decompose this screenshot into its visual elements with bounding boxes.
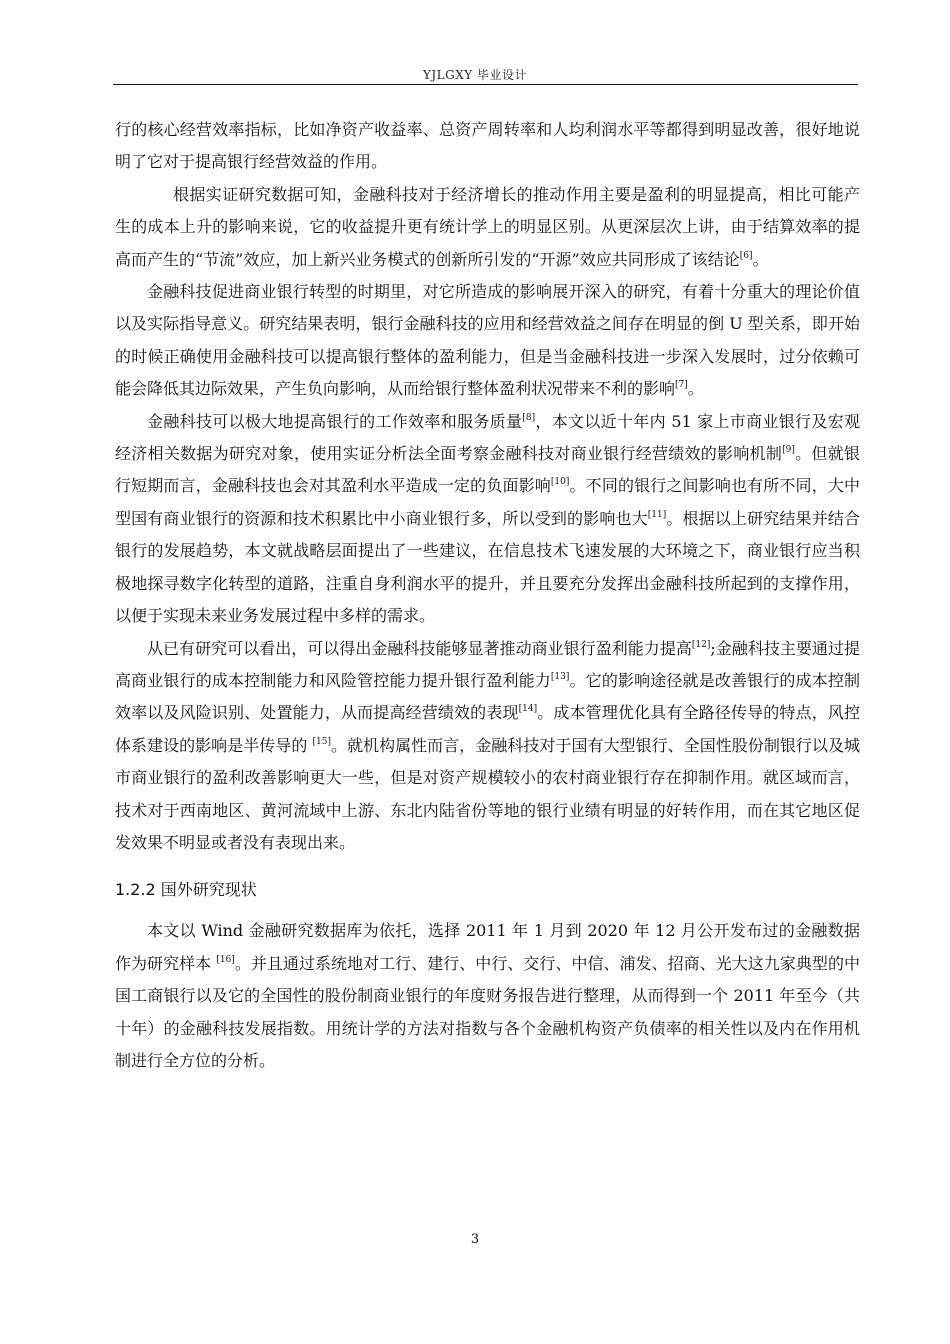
paragraph (115, 179, 860, 276)
paragraph-text: 。成本管理优化具有全路径传导的特点，风控体系建设的影响是半传导的 (115, 703, 860, 755)
paragraph (115, 633, 860, 860)
paragraph-text: 金融科技可以极大地提高银行的工作效率和服务质量 (147, 411, 523, 431)
paragraph-text: 。但就银行短期而言，金融科技也会对其盈利水平造成一定的负面影响 (115, 444, 860, 496)
paragraph (115, 915, 860, 1077)
paragraph-text: ，本文以近十年内 51 家上市商业银行及宏观经济相关数据为研究对象，使用实证分析法全面考察金融科技对商业银行经营绩效的影响机制 (115, 411, 860, 464)
paragraph-text: 行的核心经营效率指标，比如净资产收益率、总资产周转率和人均利润水平等都得到明显改善，很好地说明了它对于提高银行经营效益的作用。 (115, 120, 860, 172)
section-paragraphs (115, 915, 860, 1077)
citation-marker: [10] (550, 477, 570, 488)
paragraph-text: 根据实证研究数据可知，金融科技对于经济增长的推动作用主要是盈利的明显提高，相比可能产生的成本上升的影响来说，它的收益提升更有统计学上的明显区别。从更深层次上讲，由于结算效率的提高而产生的“节流”效应，加上新兴业务模式的创新所引发的“开源”效应共同形成了该结论 (115, 184, 860, 269)
paragraph-text: 。根据以上研究结果并结合银行的发展趋势，本文就战略层面提出了一些建议，在信息技术飞速发展的大环境之下，商业银行应当积极地探寻数字化转型的道路，注重自身利润水平的提升，并且要充分发挥出金融科技所起到的支撑作用，以便于实现未来业务发展过程中多样的需求。 (115, 508, 860, 626)
citation-marker: [9] (782, 445, 795, 456)
citation-marker: [8] (522, 412, 536, 423)
paragraph-text: 。 (752, 249, 769, 269)
header-divider (113, 84, 858, 85)
body-paragraphs (115, 114, 860, 859)
citation-marker: [6] (739, 250, 753, 261)
page-number: 3 (470, 1232, 480, 1247)
citation-marker: [15] (312, 736, 331, 747)
paragraph-text: 。 (687, 379, 704, 399)
page-header-title: YJLGXY 毕业设计 (422, 68, 528, 82)
citation-marker: [13] (550, 671, 570, 682)
page-body (115, 114, 860, 1077)
paragraph-text: 。并且通过系统地对工行、建行、中行、交行、中信、浦发、招商、光大这九家典型的中国工商银行以及它的全国性的股份制商业银行的年度财务报告进行整理，从而得到一个 2011 年至今（共十年）的金融科技发展指数。用统计学的方法对指数与各个金融机构资产负债率的相关性以及内在作用机制进行全方位的分析。 (115, 953, 860, 1070)
paragraph-text: 。就机构属性而言，金融科技对于国有大型银行、全国性股份制银行以及城市商业银行的盈利改善影响更大一些，但是对资产规模较小的农村商业银行存在抑制作用。就区域而言，技术对于西南地区、黄河流域中上游、东北内陆省份等地的银行业绩有明显的好转作用，而在其它地区促发效果不明显或者没有表现出来。 (115, 735, 860, 852)
citation-marker: [14] (518, 704, 538, 715)
citation-marker: [12] (691, 639, 711, 650)
section-heading: 1.2.2 国外研究现状 (115, 880, 257, 900)
paragraph-text: 。它的影响途径就是改善银行的成本控制效率以及风险识别、处置能力，从而提高经营绩效的表现 (115, 670, 860, 723)
paragraph-text: 本文以 Wind 金融研究数据库为依托，选择 2011 年 1 月到 2020 年 12 月公开发布过的金融数据作为研究样本 (115, 921, 860, 973)
paragraph-text: 从已有研究可以看出，可以得出金融科技能够显著推动商业银行盈利能力提高 (147, 638, 692, 658)
paragraph (115, 114, 860, 179)
paragraph-text: 金融科技促进商业银行转型的时期里，对它所造成的影响展开深入的研究，有着十分重大的理论价值以及实际指导意义。研究结果表明，银行金融科技的应用和经营效益之间存在明显的倒 U 型关系，即开始的时候正确使用金融科技可以提高银行整体的盈利能力，但是当金融科技进一步深入发展时，过分依赖可能会降低其边际效果，产生负向影响，从而给银行整体盈利状况带来不利的影响 (115, 282, 860, 399)
paragraph (115, 406, 860, 633)
paragraph-text: ;金融科技主要通过提高商业银行的成本控制能力和风险管控能力提升银行盈利能力 (115, 638, 860, 690)
citation-marker: [16] (216, 954, 235, 965)
citation-marker: [7] (675, 380, 688, 391)
paragraph (115, 276, 860, 406)
citation-marker: [11] (647, 509, 667, 520)
paragraph-text: 。不同的银行之间影响也有所不同，大中型国有商业银行的资源和技术积累比中小商业银行多，所以受到的影响也大 (115, 476, 860, 528)
